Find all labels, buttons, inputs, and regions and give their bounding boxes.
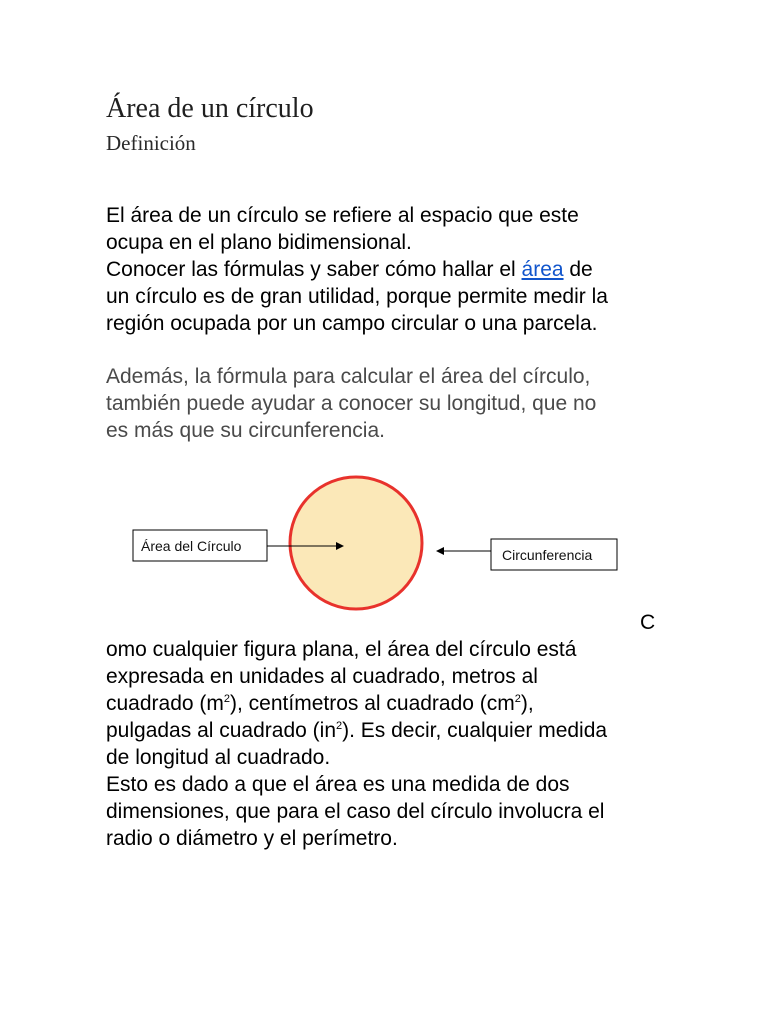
text-segment: cuadrado (m xyxy=(106,692,224,715)
text-line: Esto es dado a que el área es una medida de dos xyxy=(106,773,570,796)
body-paragraph xyxy=(106,636,607,852)
text-line: un círculo es de gran utilidad, porque permite medir la xyxy=(106,285,608,308)
superscript: 2 xyxy=(223,693,231,705)
text-line: El área de un círculo se refiere al espacio que este xyxy=(106,204,579,227)
circumference-label: Circunferencia xyxy=(502,547,593,563)
text-line: de longitud al cuadrado. xyxy=(106,746,331,769)
text-segment: ). Es decir, cualquier medida xyxy=(342,719,608,742)
text-line xyxy=(106,717,607,744)
text-line: expresada en unidades al cuadrado, metros al xyxy=(106,665,538,688)
text-segment: ), centímetros al cuadrado (cm xyxy=(230,692,515,715)
area-label: Área del Círculo xyxy=(141,538,242,554)
text-line: es más que su circunferencia. xyxy=(106,419,385,442)
text-segment: Conocer las fórmulas y saber cómo hallar el xyxy=(106,258,522,281)
text-line: región ocupada por un campo circular o una parcela. xyxy=(106,312,598,335)
page-subtitle: Definición xyxy=(106,131,196,155)
text-line xyxy=(106,690,607,717)
superscript: 2 xyxy=(336,720,343,732)
text-line: también puede ayudar a conocer su longitud, que no xyxy=(106,392,597,415)
text-line: ocupa en el plano bidimensional. xyxy=(106,231,412,254)
text-segment: de xyxy=(563,258,593,281)
superscript: 2 xyxy=(514,693,521,705)
text-line: Además, la fórmula para calcular el área del círculo, xyxy=(106,365,591,388)
circle-shape xyxy=(290,477,422,609)
text-segment: pulgadas al cuadrado (in xyxy=(106,719,336,742)
text-line: radio o diámetro y el perímetro. xyxy=(106,827,398,850)
text-line: dimensiones, que para el caso del círculo involucra el xyxy=(106,800,605,823)
area-link[interactable]: área xyxy=(521,258,564,281)
dropcap-letter: C xyxy=(640,611,656,634)
page-title: Área de un círculo xyxy=(106,93,314,124)
text-line: omo cualquier figura plana, el área del círculo está xyxy=(106,638,577,661)
text-segment: ), xyxy=(520,692,534,715)
